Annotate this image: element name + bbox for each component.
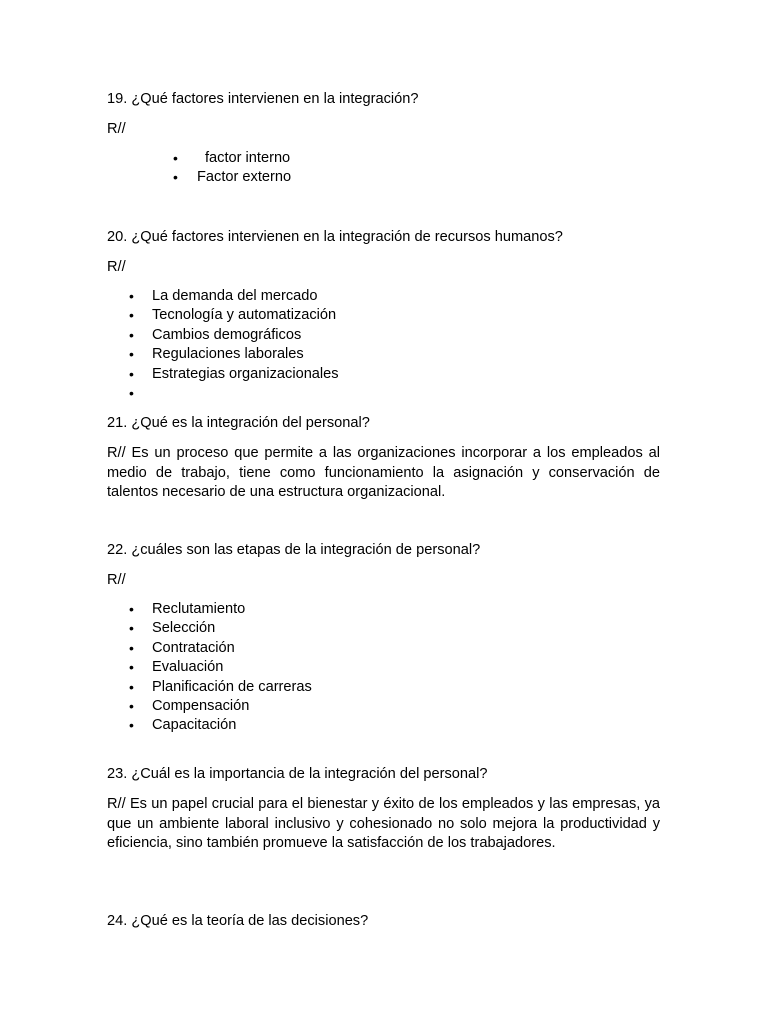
list-item-label: Factor externo <box>197 169 292 186</box>
bullet-icon: • <box>129 365 134 382</box>
list-item-label: La demanda del mercado <box>152 288 318 304</box>
bullet-icon: • <box>129 717 134 734</box>
bullet-icon: • <box>129 307 134 324</box>
bullet-icon: • <box>129 639 134 656</box>
list-item-label: Selección <box>152 620 216 637</box>
question-20: 20. ¿Qué factores intervienen en la integración de recursos humanos? <box>107 229 563 245</box>
answer-23: R// Es un papel crucial para el bienestar y éxito de los empleados y las empresas, ya que un ambiente laboral inclusivo y cohesionado no solo mejora la productividad y eficiencia, sino también promueve la satisfacción de los trabajadores. <box>107 796 660 851</box>
answer-prefix-22: R// <box>107 572 126 588</box>
bullet-icon: • <box>129 697 134 714</box>
bullet-icon: • <box>129 346 134 363</box>
list-item-label: Cambios demográficos <box>152 326 302 343</box>
list-item-label: Evaluación <box>152 659 224 676</box>
bullet-icon: • <box>173 169 178 186</box>
list-item-label: Capacitación <box>152 717 237 734</box>
list-item <box>129 716 312 735</box>
list-item <box>129 639 312 658</box>
question-23: 23. ¿Cuál es la importancia de la integración del personal? <box>107 766 488 782</box>
list-item <box>129 678 312 697</box>
list-item-empty <box>129 384 339 403</box>
list-item-label: Contratación <box>152 639 235 656</box>
list-item <box>129 287 339 306</box>
bullet-icon: • <box>129 678 134 695</box>
list-item <box>129 600 312 619</box>
question-21: 21. ¿Qué es la integración del personal? <box>107 415 370 431</box>
question-24: 24. ¿Qué es la teoría de las decisiones? <box>107 913 369 929</box>
list-item <box>173 149 291 168</box>
list-item <box>129 619 312 638</box>
answer-21: R// Es un proceso que permite a las organizaciones incorporar a los empleados al medio de trabajo, tiene como funcionamiento la asignación y conservación de talentos necesario de una estructura organizacional. <box>107 445 660 500</box>
list-item <box>129 326 339 345</box>
bullet-icon: • <box>129 326 134 343</box>
list-item <box>129 306 339 325</box>
list-item-label: Estrategias organizacionales <box>152 365 339 382</box>
list-item-label: Regulaciones laborales <box>152 346 304 363</box>
list-item-label: factor interno <box>205 150 291 166</box>
list-item-label: Planificación de carreras <box>152 678 312 695</box>
answer-prefix-20: R// <box>107 259 126 275</box>
list-item-label: Reclutamiento <box>152 601 246 617</box>
answer-list-20 <box>129 287 339 403</box>
list-item <box>173 168 292 187</box>
answer-prefix-19: R// <box>107 121 126 137</box>
question-22: 22. ¿cuáles son las etapas de la integración de personal? <box>107 542 481 558</box>
list-item <box>129 697 312 716</box>
answer-list-19 <box>173 149 292 188</box>
list-item-label: Tecnología y automatización <box>152 307 337 324</box>
question-19: 19. ¿Qué factores intervienen en la integración? <box>107 91 419 107</box>
list-item <box>129 658 312 677</box>
bullet-icon: • <box>129 601 134 617</box>
list-item <box>129 345 339 364</box>
list-item <box>129 365 339 384</box>
bullet-icon: • <box>129 659 134 676</box>
bullet-icon: • <box>129 384 134 401</box>
answer-list-22 <box>129 600 312 736</box>
list-item-label: Compensación <box>152 697 250 714</box>
bullet-icon: • <box>129 620 134 637</box>
bullet-icon: • <box>129 288 134 304</box>
bullet-icon: • <box>173 150 178 166</box>
